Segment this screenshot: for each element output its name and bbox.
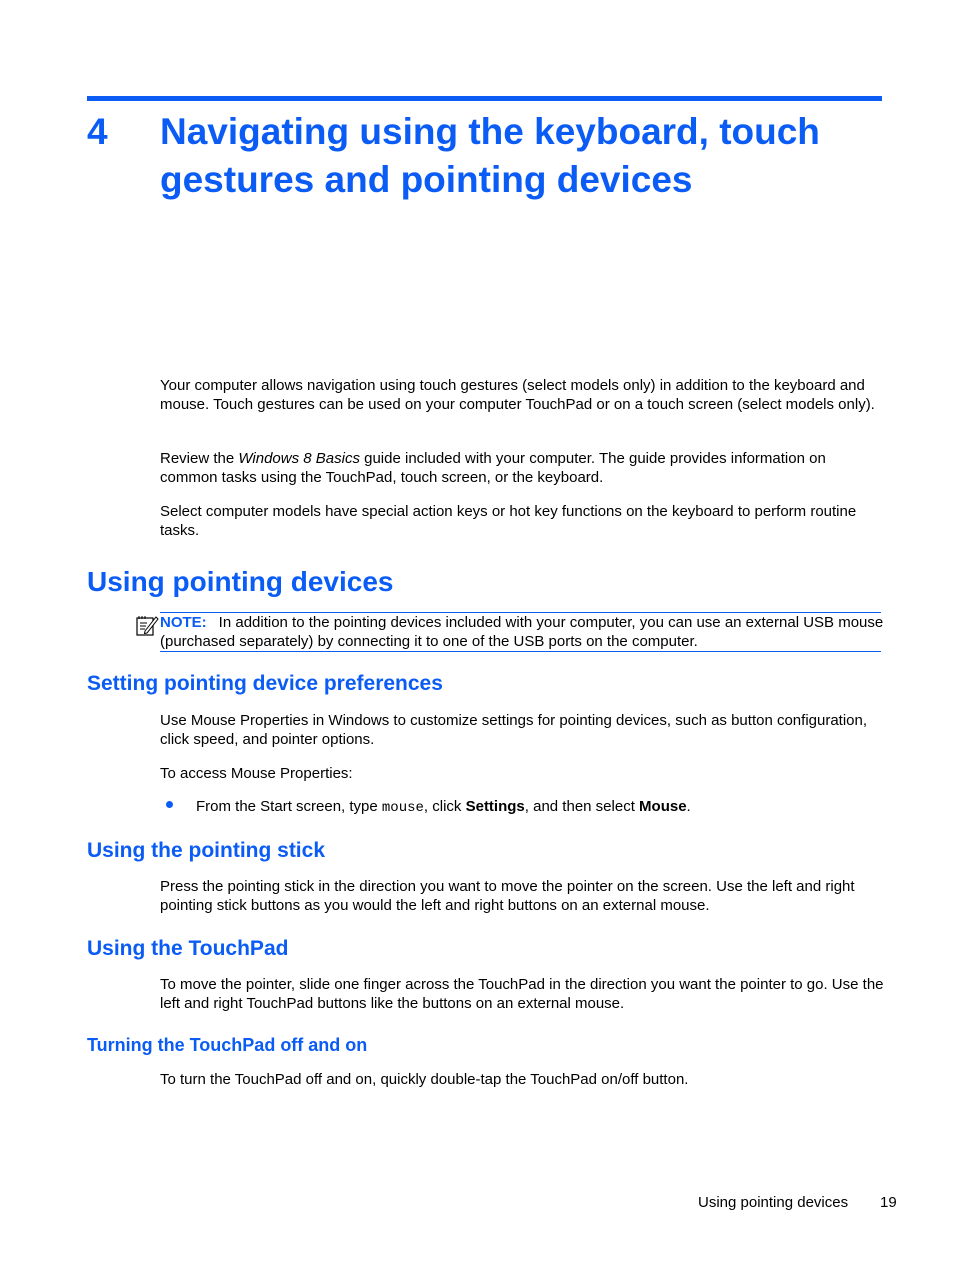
section-heading-preferences: Setting pointing device preferences bbox=[87, 672, 443, 695]
guide-title: Windows 8 Basics bbox=[238, 450, 360, 467]
note-pencil-icon bbox=[135, 614, 159, 638]
bullet-dot bbox=[166, 801, 173, 808]
note-label: NOTE: bbox=[160, 614, 207, 631]
chapter-number: 4 bbox=[87, 111, 108, 152]
pointing-stick-paragraph: Press the pointing stick in the direction you want to move the pointer on the screen. Use the left and right pointing stick buttons as you would the left and right buttons on an external mouse. bbox=[160, 878, 855, 914]
section-heading-touchpad: Using the TouchPad bbox=[87, 937, 289, 960]
mouse-term: Mouse bbox=[639, 798, 687, 815]
footer-section-name: Using pointing devices bbox=[698, 1194, 849, 1211]
intro-paragraph-1: Your computer allows navigation using touch gestures (select models only) in addition to the keyboard and mouse. Touch gestures can be used on your computer TouchPad or on a touch screen (select models only). bbox=[160, 377, 875, 413]
preferences-paragraph-2: To access Mouse Properties: bbox=[160, 765, 353, 782]
section-heading-pointing-devices: Using pointing devices bbox=[87, 566, 394, 597]
section-heading-touchpad-toggle: Turning the TouchPad off and on bbox=[87, 1035, 368, 1055]
note-text: NOTE: In addition to the pointing devices included with your computer, you can use an external USB mouse (purchased separately) by connecting it to one of the USB ports on the computer. bbox=[160, 614, 884, 650]
chapter-rule bbox=[87, 96, 882, 101]
touchpad-toggle-paragraph: To turn the TouchPad off and on, quickly double-tap the TouchPad on/off button. bbox=[160, 1071, 689, 1088]
settings-term: Settings bbox=[465, 798, 525, 815]
section-heading-pointing-stick: Using the pointing stick bbox=[87, 839, 326, 862]
touchpad-paragraph: To move the pointer, slide one finger across the TouchPad in the direction you want the pointer to go. Use the left and right TouchPad buttons like the buttons on an external mouse. bbox=[160, 976, 884, 1012]
footer-page-number: 19 bbox=[880, 1194, 897, 1211]
chapter-title: Navigating using the keyboard, touch gestures and pointing devices bbox=[160, 111, 820, 200]
intro-paragraph-3: Select computer models have special action keys or hot key functions on the keyboard to perform routine tasks. bbox=[160, 503, 857, 539]
preferences-bullet: From the Start screen, type mouse, click Settings, and then select Mouse. bbox=[196, 798, 691, 816]
intro-paragraph-2: Review the Windows 8 Basics guide included with your computer. The guide provides information on common tasks using the TouchPad, touch screen, or the keyboard. bbox=[160, 450, 826, 486]
preferences-paragraph-1: Use Mouse Properties in Windows to customize settings for pointing devices, such as button configuration, click speed, and pointer options. bbox=[160, 712, 868, 748]
code-mouse: mouse bbox=[381, 800, 424, 816]
